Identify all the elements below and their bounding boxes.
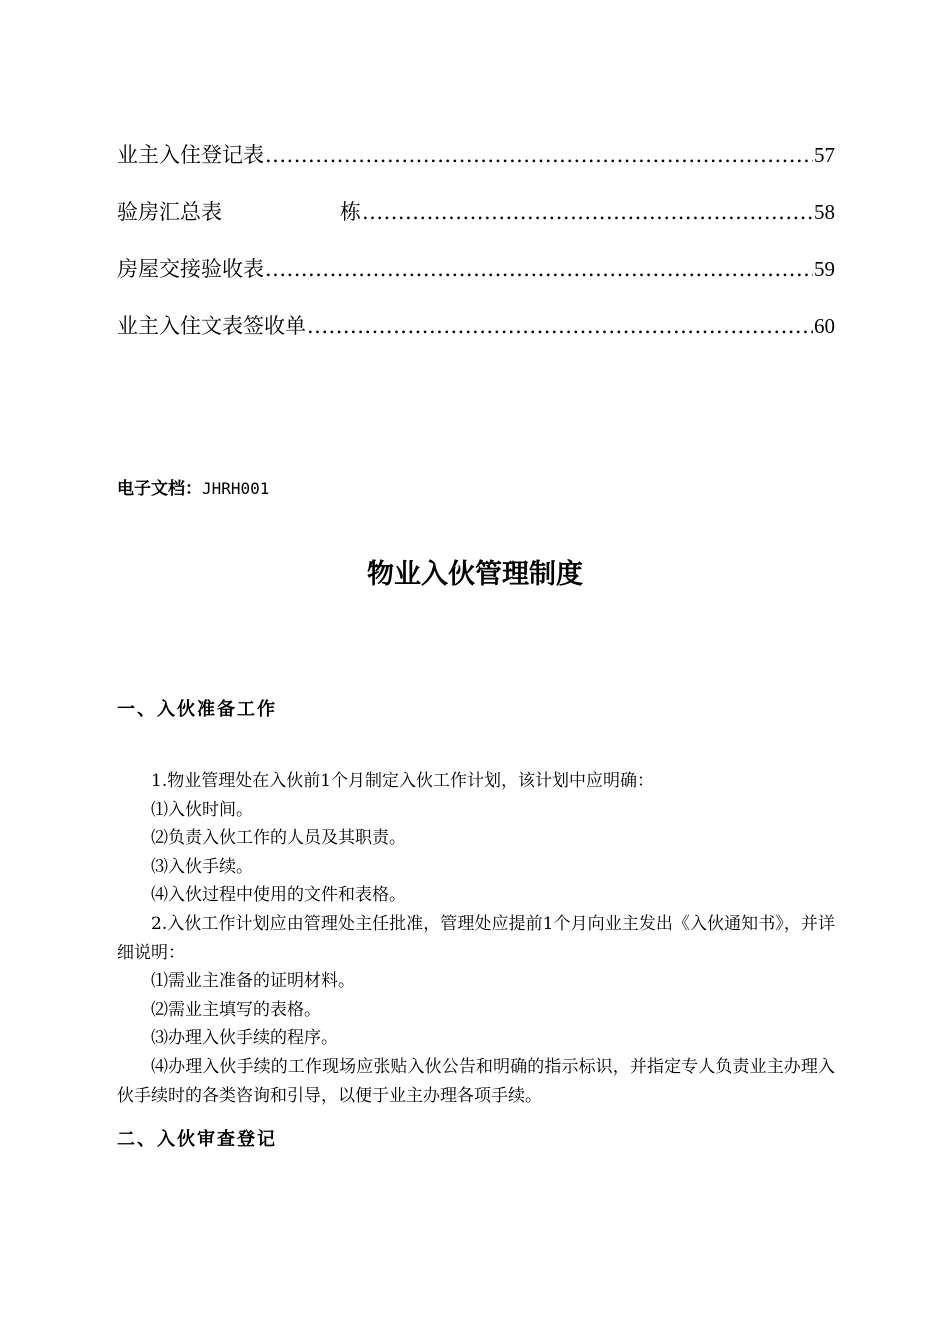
- toc-leader-dots: [307, 309, 813, 343]
- list-item: ⑶入伙手续。: [151, 856, 253, 877]
- paragraph: ⑷办理入伙手续的工作现场应张贴入伙公告和明确的指示标识，并指定专人负责业主办理入伙手续时的各类咨询和引导，以便于业主办理各项手续。: [117, 1056, 835, 1106]
- document-id: [117, 477, 269, 501]
- toc-entry-page: 57: [814, 143, 835, 167]
- list-item: ⑶办理入伙手续的程序。: [151, 1028, 338, 1049]
- section-heading-2: 二、入伙审查登记: [117, 1129, 277, 1150]
- toc-entry-suffix: 栋: [340, 200, 361, 224]
- toc-entry[interactable]: [117, 138, 835, 195]
- list-item: ⑵负责入伙工作的人员及其职责。: [151, 828, 406, 849]
- toc-entry-page: 60: [814, 314, 835, 338]
- toc-entry-title: 验房汇总表: [117, 200, 222, 224]
- list-item: ⑴需业主准备的证明材料。: [151, 971, 355, 992]
- toc-entry-title: 业主入住登记表: [117, 143, 264, 167]
- document-id-code: JHRH001: [202, 479, 270, 498]
- toc-leader-dots: [362, 195, 813, 229]
- paragraph: 2.入伙工作计划应由管理处主任批准，管理处应提前1个月向业主发出《入伙通知书》，并详细说明：: [117, 913, 835, 963]
- list-item: ⑷入伙过程中使用的文件和表格。: [151, 885, 406, 906]
- page-title: 物业入伙管理制度: [367, 559, 583, 590]
- toc-leader-dots: [265, 252, 813, 286]
- toc-entry-title: 业主入住文表签收单: [117, 314, 306, 338]
- toc-entry[interactable]: [117, 252, 835, 309]
- toc-entry[interactable]: [117, 309, 835, 366]
- document-id-label: 电子文档：: [117, 479, 202, 499]
- toc-entry-title: 房屋交接验收表: [117, 257, 264, 281]
- toc-entry-page: 59: [814, 257, 835, 281]
- list-item: ⑵需业主填写的表格。: [151, 999, 321, 1020]
- section-heading-1: 一、入伙准备工作: [117, 699, 277, 720]
- section-body-1: [117, 767, 835, 1110]
- paragraph: 1.物业管理处在入伙前1个月制定入伙工作计划，该计划中应明确：: [151, 771, 655, 791]
- toc-entry[interactable]: [117, 195, 835, 252]
- list-item: ⑴入伙时间。: [151, 799, 253, 820]
- toc-entry-page: 58: [814, 200, 835, 224]
- table-of-contents: [117, 138, 835, 366]
- toc-leader-dots: [265, 138, 813, 172]
